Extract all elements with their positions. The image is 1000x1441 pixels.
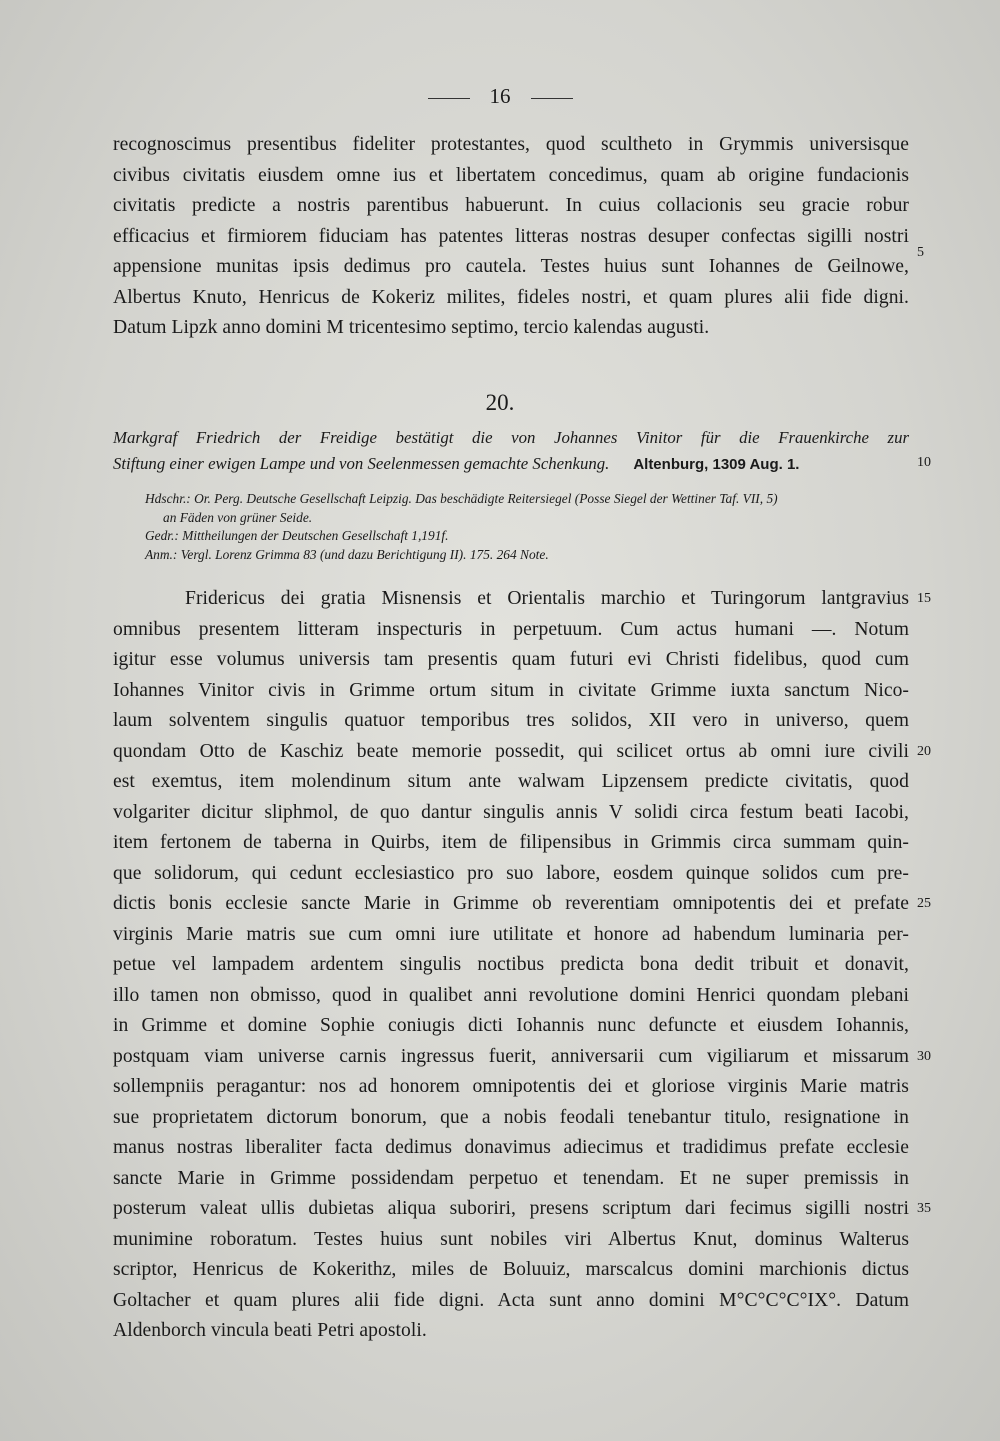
- charter-text: [113, 584, 909, 1347]
- text-line: illo tamen non obmisso, quod in qualibet anni revolutione domini Henrici quondam plebani: [113, 984, 909, 1006]
- text-line: volgariter dicitur sliphmol, de quo dantur singulis annis V solidi circa festum beati Iacobi,: [113, 801, 909, 823]
- text-line: sancte Marie in Grimme possidendam perpetuo et tenendam. Et ne super premissis in: [113, 1167, 909, 1189]
- line-marker: 35: [917, 1201, 931, 1216]
- text-line: petue vel lampadem ardentem singulis noctibus predicta bona dedit tribuit et donavit,: [113, 954, 909, 975]
- note-line: Gedr.: Mittheilungen der Deutschen Gesellschaft 1,191f.: [145, 528, 449, 543]
- line-marker: 10: [917, 455, 931, 470]
- text-line: Albertus Knuto, Henricus de Kokeriz milites, fideles nostri, et quam plures alii fide digni.: [113, 286, 909, 308]
- line-marker: 30: [917, 1049, 931, 1064]
- text-line: igitur esse volumus universis tam presentis quam futuri evi Christi fidelibus, quod cum: [113, 649, 909, 670]
- text-line: sue proprietatem dictorum bonorum, que a nobis feodali tenebantur titulo, resignatione in: [113, 1106, 909, 1128]
- text-line: civibus civitatis eiusdem omne ius et libertatem concedimus, quam ab origine fundacionis: [113, 164, 909, 186]
- line-marker: 20: [917, 744, 931, 759]
- header-rule-left: [428, 98, 470, 99]
- text-line: appensione munitas ipsis dedimus pro cautela. Testes huius sunt Iohannes de Geilnowe,: [113, 256, 909, 277]
- text-line: scriptor, Henricus de Kokerithz, miles de Boluuiz, marscalcus domini marchionis dictus: [113, 1259, 909, 1280]
- text-line: virginis Marie matris sue cum omni iure utilitate et honore ad habendum luminaria per-: [113, 923, 909, 945]
- header-rule-right: [531, 98, 573, 99]
- text-line: recognoscimus presentibus fideliter protestantes, quod scultheto in Grymmis universisque: [113, 134, 909, 155]
- line-marker: 15: [917, 591, 931, 606]
- text-line: civitatis predicte a nostris parentibus habuerunt. In cuius collacionis seu gracie robur: [113, 195, 909, 216]
- line-marker: 25: [917, 896, 931, 911]
- note-line: Anm.: Vergl. Lorenz Grimma 83 (und dazu Berichtigung II). 175. 264 Note.: [145, 546, 549, 562]
- text-line: quondam Otto de Kaschiz beate memorie possedit, qui scilicet ortus ab omni iure civili: [113, 740, 909, 762]
- text-line: omnibus presentem litteram inspecturis in perpetuum. Cum actus humani —. Notum: [113, 618, 909, 640]
- line-marker: 5: [917, 245, 924, 260]
- text-line: Fridericus dei gratia Misnensis et Orientalis marchio et Turingorum lantgravius: [185, 588, 909, 609]
- text-line: posterum valeat ullis dubietas aliqua suboriri, presens scriptum dari fecimus sigilli nostri: [113, 1198, 909, 1219]
- text-line: Goltacher et quam plures alii fide digni. Acta sunt anno domini M°C°C°C°IX°. Datum: [113, 1289, 909, 1311]
- apparatus-notes: [145, 490, 915, 564]
- text-line: in Grimme et domine Sophie coniugis dicti Iohannis nunc defuncte et eiusdem Iohannis,: [113, 1015, 909, 1036]
- text-line: que solidorum, qui cedunt ecclesiastico pro suo labore, eosdem quinque solidos cum pre-: [113, 862, 909, 884]
- page-number: 16: [489, 84, 511, 108]
- document-number: 20.: [485, 390, 515, 415]
- text-line: est exemtus, item molendinum situm ante walwam Lipzensem predicte civitatis, quod: [113, 771, 909, 792]
- page-header: [0, 84, 1000, 109]
- text-line: efficacius et firmiorem fiduciam has patentes litteras nostras desuper confectas sigilli nostri: [113, 225, 909, 247]
- regest-date: Altenburg, 1309 Aug. 1.: [633, 456, 800, 473]
- text-line: Datum Lipzk anno domini M tricentesimo septimo, tercio kalendas augusti.: [113, 317, 710, 338]
- text-line: Iohannes Vinitor civis in Grimme ortum situm in civitate Grimme iuxta sanctum Nico-: [113, 679, 909, 701]
- text-line: item fertonem de taberna in Quirbs, item de filipensibus in Grimmis circa summam quin-: [113, 832, 909, 853]
- note-line: Hdschr.: Or. Perg. Deutsche Gesellschaft Leipzig. Das beschädigte Reitersiegel (Posse Siegel der Wettiner Taf. VII, 5): [145, 491, 778, 506]
- text-line: sollempniis peragantur: nos ad honorem omnipotentis dei et gloriose virginis Marie matris: [113, 1076, 909, 1097]
- text-line: manus nostras liberaliter facta dedimus donavimus adiecimus et tradidimus prefate ecclesie: [113, 1137, 909, 1158]
- text-line: postquam viam universe carnis ingressus fuerit, anniversarii cum vigiliarum et missarum: [113, 1045, 909, 1067]
- text-line: Aldenborch vincula beati Petri apostoli.: [113, 1320, 427, 1341]
- regest-line: [113, 451, 909, 477]
- note-line: an Fäden von grüner Seide.: [163, 509, 313, 525]
- intro-paragraph: [113, 130, 909, 344]
- text-line: munimine roboratum. Testes huius sunt nobiles viri Albertus Knut, dominus Walterus: [113, 1228, 909, 1250]
- regest: [113, 425, 909, 477]
- regest-line: Markgraf Friedrich der Freidige bestätigt die von Johannes Vinitor für die Frauenkirche zur: [113, 428, 909, 447]
- text-line: laum solventem singulis quatuor temporibus tres solidos, XII vero in universo, quem: [113, 710, 909, 731]
- text-line: dictis bonis ecclesie sancte Marie in Grimme ob reverentiam omnipotentis dei et prefate: [113, 893, 909, 914]
- regest-text: Stiftung einer ewigen Lampe und von Seelenmessen gemachte Schenkung.: [113, 454, 610, 473]
